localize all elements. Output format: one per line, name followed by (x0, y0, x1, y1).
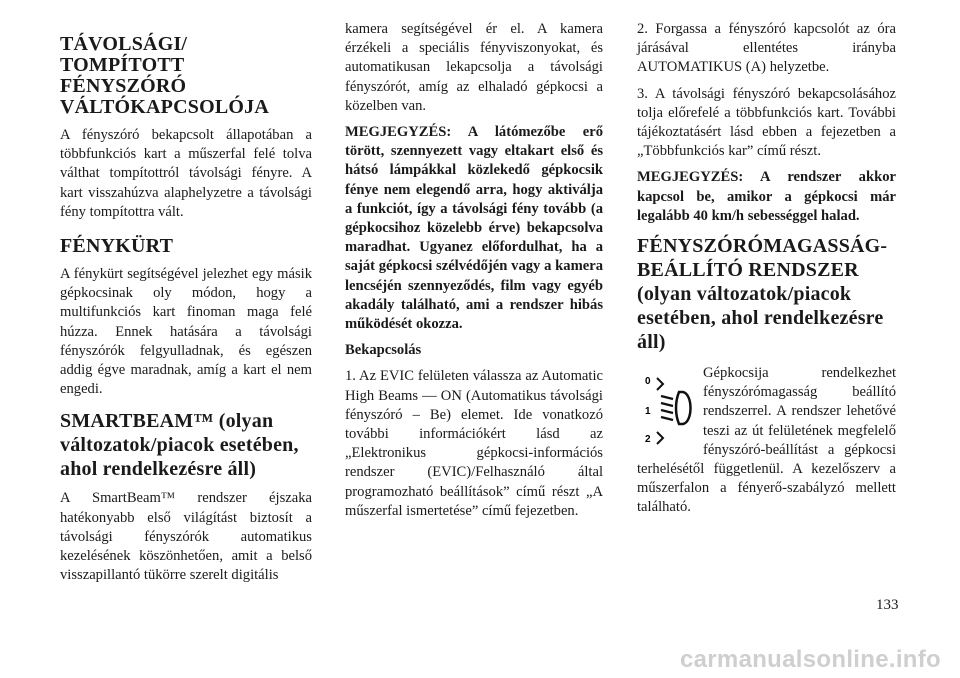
paragraph-leveling: Gépkocsija rendelkezhet fényszórómagasság beállító rendszerrel. A rendszer lehetővé teszi az út felületének megfelelő fényszóró-beállítást a gépkocsi terhelésétől függetlenül. A kezelőszerv a műszerfalon a fényerő-szabályzó mellett található. (637, 365, 896, 516)
headlamp-leveling-icon (633, 368, 697, 452)
heading-leveling-system: FÉNYSZÓRÓMAGASSÁG-BEÁLLÍTÓ RENDSZER (olyan változatok/piacok esetében, ahol rendelkezésre áll) (637, 235, 888, 354)
paragraph-high-low-beam: A fényszóró bekapcsolt állapotában a többfunkciós kart a műszerfal felé tolva válthat tompítottról távolsági fényre. A kart visszahúzva alaphelyzetre a távolsági fény tompítottra vált. (60, 127, 312, 220)
watermark: carmanualsonline.info (680, 646, 942, 673)
paragraph-flash-to-pass: A fénykürt segítségével jelezhet egy másik gépkocsinak oly módon, hogy a multifunkciós kart finoman maga felé húzza. Ennek hatására a távolsági fényszórók felgyulladnak, és egészen addig égve maradnak, amíg a kart el nem engedi. (60, 266, 312, 398)
column-2 (345, 20, 603, 528)
icon-label-1: 1 (645, 406, 651, 418)
step-3: 3. A távolsági fényszóró bekapcsolásához tolja előrefelé a többfunkciós kart. További tájékoztatásért lásd ebben a fejezetben a „Többfunkciós kar” című részt. (637, 85, 896, 160)
heading-smartbeam: SMARTBEAM™ (olyan változatok/piacok esetében, ahol rendelkezésre áll) (60, 410, 299, 481)
note-speed: MEGJEGYZÉS: A rendszer akkor kapcsol be, amikor a gépkocsi már legalább 40 km/h sebességgel halad. (637, 169, 896, 224)
page-number: 133 (876, 597, 899, 613)
column-3 (637, 20, 896, 525)
step-2: 2. Forgassa a fényszóró kapcsolót az óra járásával ellentétes irányba AUTOMATIKUS (A) helyzetbe. (637, 21, 896, 76)
heading-high-low-beam-switch: TÁVOLSÁGI/ TOMPÍTOTT FÉNYSZÓRÓ VÁLTÓKAPCSOLÓJA (60, 33, 269, 118)
paragraph-camera: kamera segítségével ér el. A kamera érzékeli a speciális fényviszonyokat, és automatikusan lekapcsolja a távolsági fényszórót, amíg az elhaladó gépkocsi a közelben van. (345, 21, 603, 114)
paragraph-smartbeam: A SmartBeam™ rendszer éjszaka hatékonyabb első világítást biztosít a távolsági fényszórók automatikus kezelésének köszönhetően, amit a belső visszapillantó tükörre szerelt digitális (60, 490, 312, 584)
column-1 (60, 20, 312, 592)
note-smartbeam: MEGJEGYZÉS: A látómezőbe erő törött, szennyezett vagy eltakart első és hátsó lámpákkal közlekedő gépkocsik fénye nem elegendő arra, hogy aktiválja a funkciót, így a távolsági fény tovább (a gépkocsihoz közelebb érve) bekapcsolva maradhat. Ugyanez előfordulhat, ha a saját gépkocsi szélvédőjén vagy a kamera lencséjén szennyeződés, film vagy egyéb akadály található, ami a rendszer hibás működését okozza. (345, 124, 603, 333)
heading-flash-to-pass: FÉNYKÜRT (60, 235, 174, 258)
subheading-activation: Bekapcsolás (345, 342, 422, 359)
icon-label-2: 2 (645, 434, 651, 446)
icon-label-0: 0 (645, 376, 651, 388)
step-1: 1. Az EVIC felületen válassza az Automatic High Beams — ON (Automatikus távolsági fényszóró – Be) elemet. Ide vonatkozó további információkért lásd az „Elektronikus gépkocsi-információs rendszer (EVIC)/Felhasználó által programozható beállítások” című részt „A műszerfal ismertetése” című fejezetben. (345, 368, 603, 519)
